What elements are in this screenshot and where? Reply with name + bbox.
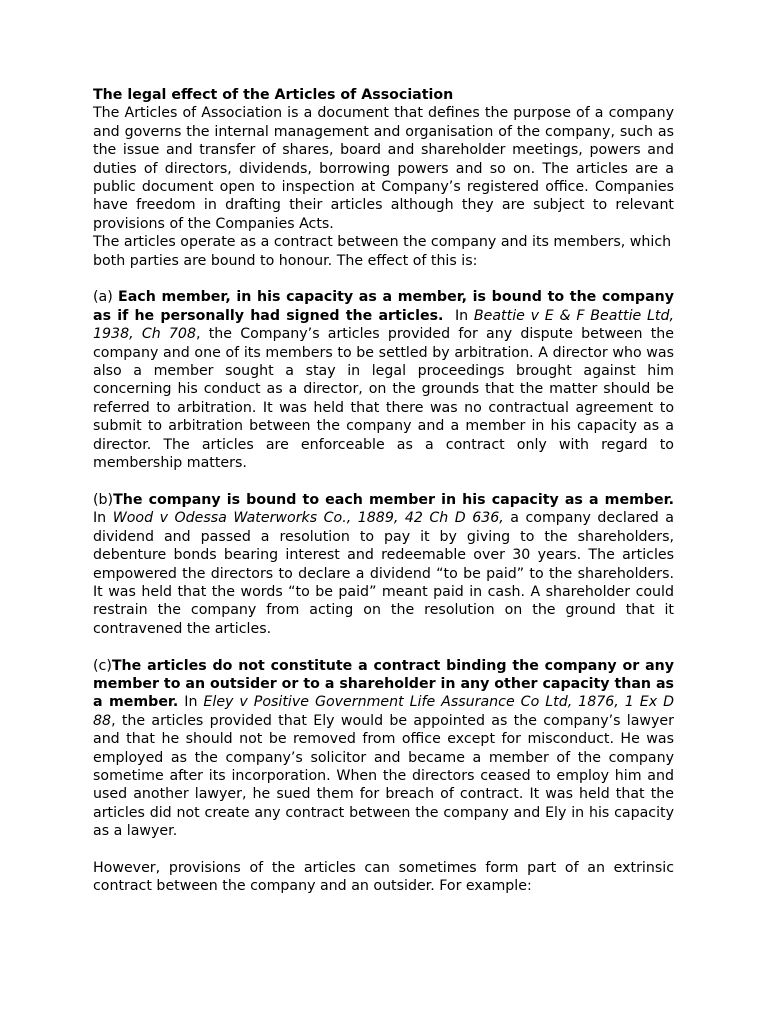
paragraph-c-label: (c): [93, 657, 112, 674]
paragraph-b-principle: The company is bound to each member in his capacity as a member.: [113, 491, 674, 508]
paragraph-c: [93, 657, 674, 841]
paragraph-b-pre-case: In: [93, 491, 679, 527]
document-title: The legal effect of the Articles of Association: [93, 87, 454, 103]
paragraph-b: [93, 491, 679, 638]
closing-paragraph: However, provisions of the articles can sometimes form part of an extrinsic contract between the company and an outsider. For example:: [93, 860, 674, 895]
intro-paragraph: The Articles of Association is a document that defines the purpose of a company and governs the internal management and organisation of the company, such as the issue and transfer of shares, board and shareholder meetings, powers and duties of directors, dividends, borrowing powers and so on. The articles are a public document open to inspection at Company’s registered office. Companies have freedom in drafting their articles although they are subject to relevant provisions of the Companies Acts.: [93, 105, 674, 232]
paragraph-a-principle: Each member, in his capacity as a member, is bound to the company as if he personally had signed the articles.: [93, 289, 674, 324]
paragraph-c-pre-case: In: [178, 694, 204, 711]
paragraph-c-principle: The articles do not constitute a contract binding the company or any member to an outsider or to a shareholder in any other capacity than as a member.: [93, 657, 674, 711]
paragraph-b-text: a company declared a dividend and passed a resolution to pay it by giving to the shareholders, debenture bonds bearing interest and redeemable over 30 years. The articles empowered the directors to declare a dividend “to be paid” to the shareholders. It was held that the words “to be paid” meant paid in cash. A shareholder could restrain the company from acting on the resolution on the ground that it contravened the articles.: [93, 510, 675, 637]
document-page: [93, 86, 679, 896]
paragraph-a-case-citation: Beattie v E & F Beattie Ltd, 1938, Ch 708: [93, 307, 674, 343]
paragraph-a-pre-case: In: [443, 307, 474, 324]
paragraph-a-text: , the Company’s articles provided for any dispute between the company and one of its members to be settled by arbitration. A director who was also a member sought a stay in legal proceedings brought against him concerning his conduct as a director, on the grounds that the matter should be referred to arbitration. It was held that there was no contractual agreement to submit to arbitration between the company and a member in his capacity as a director. The articles are enforceable as a contract only with regard to membership matters.: [93, 326, 674, 472]
spacer: [93, 473, 674, 491]
paragraph-c-case-citation: Eley v Positive Government Life Assurance Co Ltd, 1876, 1 Ex D 88: [93, 694, 674, 729]
contract-intro-paragraph: The articles operate as a contract between the company and its members, which both parties are bound to honour. The effect of this is:: [93, 234, 672, 269]
paragraph-a: [93, 288, 674, 472]
paragraph-a-label: (a): [93, 289, 119, 306]
spacer: [93, 841, 674, 859]
spacer: [93, 638, 674, 656]
paragraph-b-case-citation: Wood v Odessa Waterworks Co., 1889, 42 Ch D 636,: [112, 510, 504, 527]
paragraph-c-text: , the articles provided that Ely would be appointed as the company’s lawyer and that he should not be removed from office except for misconduct. He was employed as the company’s solicitor and became a member of the company sometime after its incorporation. When the directors ceased to employ him and used another lawyer, he sued them for breach of contract. It was held that the articles did not create any contract between the company and Ely in his capacity as a lawyer.: [93, 712, 674, 840]
spacer: [93, 270, 674, 288]
paragraph-b-label: (b): [93, 491, 114, 508]
